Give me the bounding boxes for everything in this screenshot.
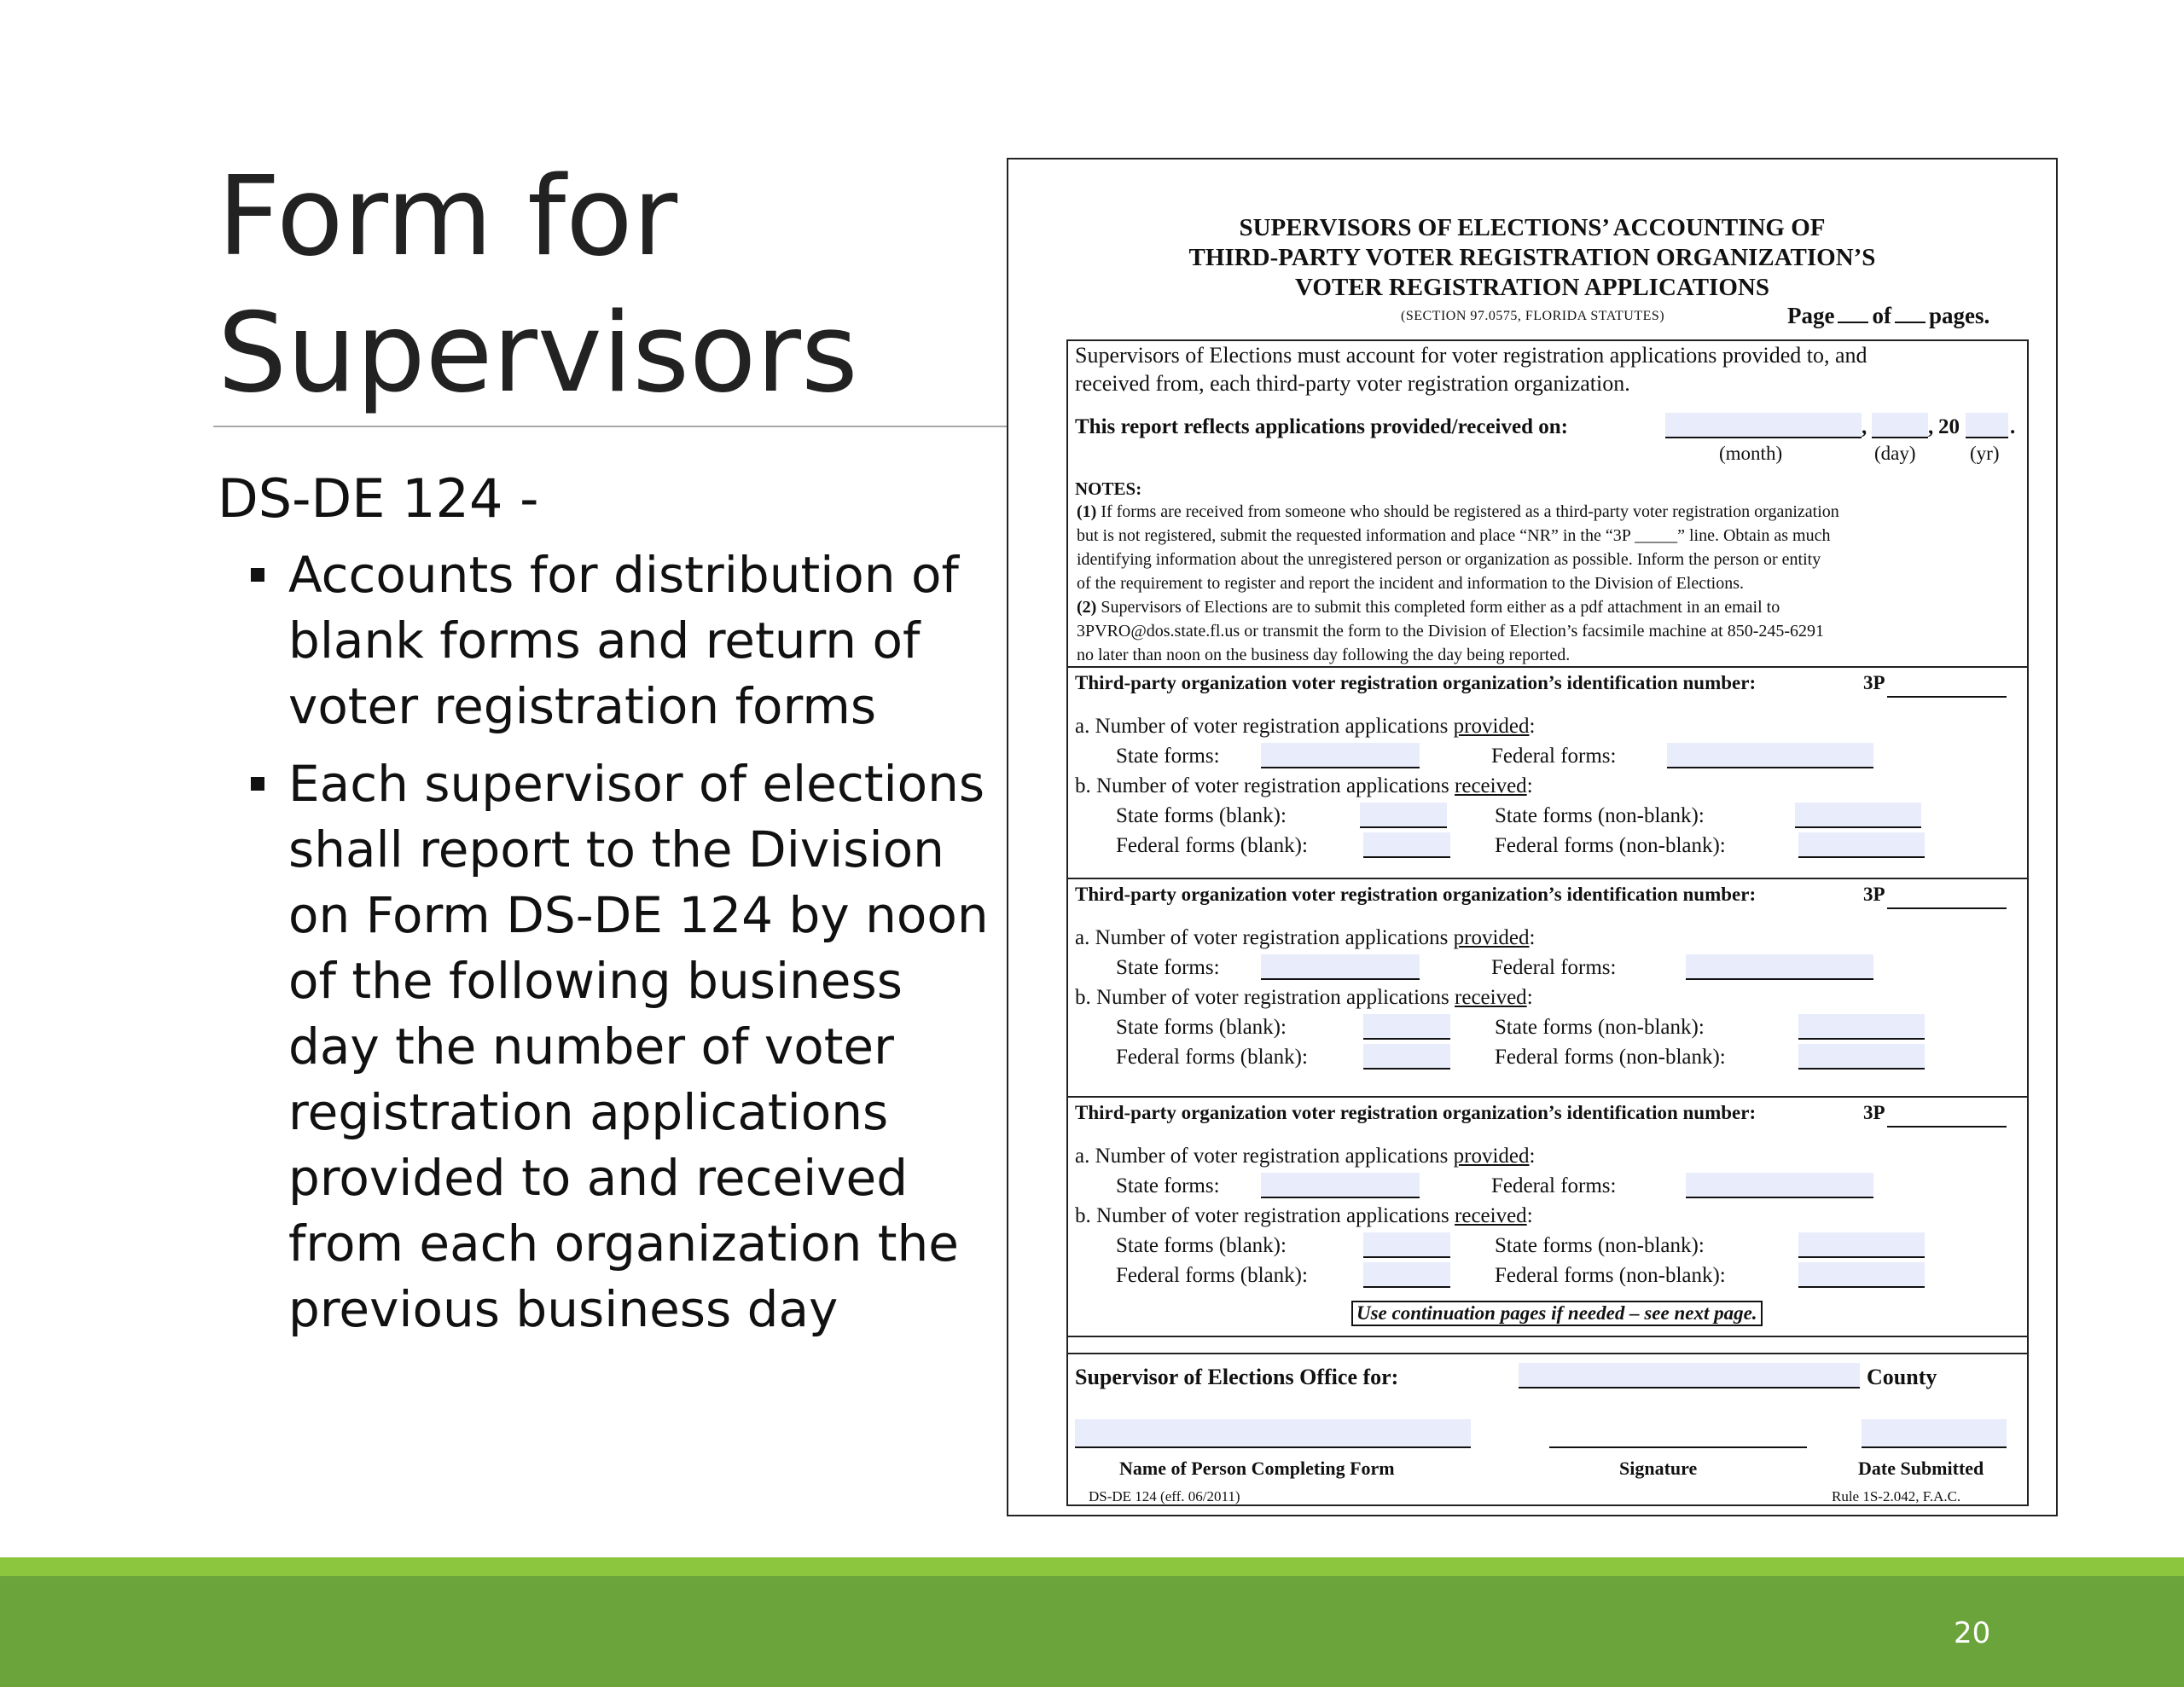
square-bullet-icon bbox=[251, 568, 264, 582]
federal-forms-label: Federal forms: bbox=[1491, 745, 1617, 768]
federal-blank-field[interactable] bbox=[1363, 1262, 1450, 1288]
org-section-3 bbox=[1066, 1096, 2029, 1354]
note-1-line-3: identifying information about the unregistered person or organization as possible. Inform the person or entity bbox=[1077, 550, 1821, 569]
bullet-item bbox=[247, 542, 990, 739]
title-divider bbox=[213, 426, 1007, 427]
bullet-text: Each supervisor of elections shall report to the Division on Form DS-DE 124 by noon of the following business day the number of voter registration applications provided to and received from each organization the previous business day bbox=[288, 755, 989, 1338]
org-id-prefix: 3P bbox=[1863, 1102, 1885, 1123]
note-2-line-3: no later than noon on the business day following the day being reported. bbox=[1077, 646, 1571, 664]
bullet-item bbox=[247, 751, 990, 1342]
received-line: b. Number of voter registration applications received: bbox=[1075, 774, 1533, 797]
state-blank-field[interactable] bbox=[1363, 1014, 1450, 1040]
form-heading-line-3: VOTER REGISTRATION APPLICATIONS bbox=[1295, 274, 1769, 301]
org-id-field[interactable] bbox=[1887, 1102, 2007, 1128]
federal-forms-field[interactable] bbox=[1667, 743, 1873, 768]
notes-label: NOTES: bbox=[1075, 478, 1142, 499]
name-label: Name of Person Completing Form bbox=[1119, 1458, 1395, 1479]
signature-field[interactable] bbox=[1549, 1419, 1807, 1448]
federal-nonblank-field[interactable] bbox=[1798, 1262, 1925, 1288]
note-2-line-1: (2) Supervisors of Elections are to submit this completed form either as a pdf attachment in an email to bbox=[1077, 598, 1780, 617]
date-submitted-label: Date Submitted bbox=[1858, 1458, 1984, 1479]
org-section-2 bbox=[1066, 878, 2029, 1098]
yr-label: (yr) bbox=[1970, 443, 2000, 464]
federal-nonblank-label: Federal forms (non-blank): bbox=[1495, 834, 1726, 857]
continuation-note: Use continuation pages if needed – see next page. bbox=[1351, 1301, 1763, 1326]
state-nonblank-label: State forms (non-blank): bbox=[1495, 1016, 1705, 1039]
state-blank-label: State forms (blank): bbox=[1116, 804, 1287, 827]
state-forms-field[interactable] bbox=[1261, 743, 1420, 768]
year-prefix: 20 bbox=[1938, 415, 1960, 438]
of-word: of bbox=[1872, 303, 1891, 328]
year-field[interactable] bbox=[1966, 413, 2008, 438]
federal-forms-field[interactable] bbox=[1686, 954, 1873, 980]
federal-blank-label: Federal forms (blank): bbox=[1116, 1046, 1308, 1069]
provided-line: a. Number of voter registration applications provided: bbox=[1075, 715, 1536, 738]
slide-title bbox=[218, 149, 985, 422]
page-word: Page bbox=[1787, 303, 1835, 328]
state-blank-field[interactable] bbox=[1363, 1232, 1450, 1258]
date-comma-2: , bbox=[1928, 415, 1934, 438]
subheading: DS-DE 124 - bbox=[218, 467, 539, 530]
county-label: County bbox=[1867, 1365, 1937, 1389]
provided-line: a. Number of voter registration applications provided: bbox=[1075, 1145, 1536, 1168]
report-label: This report reflects applications provided/received on: bbox=[1075, 415, 1568, 438]
provided-line: a. Number of voter registration applications provided: bbox=[1075, 926, 1536, 949]
note-1-line-2: but is not registered, submit the requested information and place “NR” in the “3P _____” line. Obtain as much bbox=[1077, 526, 1831, 545]
org-section-1 bbox=[1066, 666, 2029, 879]
date-period: . bbox=[2010, 415, 2016, 438]
state-forms-field[interactable] bbox=[1261, 1173, 1420, 1198]
state-blank-label: State forms (blank): bbox=[1116, 1234, 1287, 1257]
form-code: DS-DE 124 (eff. 06/2011) bbox=[1089, 1488, 1240, 1504]
form-intro-box bbox=[1066, 339, 2029, 668]
org-id-label: Third-party organization voter registration organization’s identification number: bbox=[1075, 1102, 1757, 1123]
federal-blank-label: Federal forms (blank): bbox=[1116, 834, 1308, 857]
state-forms-field[interactable] bbox=[1261, 954, 1420, 980]
state-nonblank-label: State forms (non-blank): bbox=[1495, 804, 1705, 827]
pages-word: pages. bbox=[1928, 303, 1990, 328]
office-field[interactable] bbox=[1519, 1363, 1860, 1388]
name-field[interactable] bbox=[1075, 1419, 1471, 1448]
state-forms-label: State forms: bbox=[1116, 745, 1220, 768]
form-statute: (SECTION 97.0575, FLORIDA STATUTES) bbox=[1401, 309, 1665, 323]
state-blank-field[interactable] bbox=[1360, 803, 1447, 828]
state-forms-label: State forms: bbox=[1116, 956, 1220, 979]
form-page-count bbox=[1787, 303, 1989, 329]
org-id-prefix: 3P bbox=[1863, 884, 1885, 905]
intro-line-2: received from, each third-party voter registration organization. bbox=[1075, 371, 1630, 396]
federal-nonblank-field[interactable] bbox=[1798, 832, 1925, 858]
square-bullet-icon bbox=[251, 777, 264, 791]
received-line: b. Number of voter registration applications received: bbox=[1075, 1204, 1533, 1227]
bullet-list bbox=[247, 542, 990, 1354]
federal-nonblank-field[interactable] bbox=[1798, 1044, 1925, 1070]
rule-code: Rule 1S-2.042, F.A.C. bbox=[1832, 1488, 1961, 1504]
form-image bbox=[1007, 158, 2058, 1516]
state-nonblank-label: State forms (non-blank): bbox=[1495, 1234, 1705, 1257]
note-1-line-4: of the requirement to register and report the incident and information to the Division of Elections. bbox=[1077, 574, 1745, 593]
day-label: (day) bbox=[1874, 443, 1916, 464]
footer-band bbox=[0, 1557, 2184, 1687]
org-id-prefix: 3P bbox=[1863, 672, 1885, 693]
federal-nonblank-label: Federal forms (non-blank): bbox=[1495, 1264, 1726, 1287]
slide-number: 20 bbox=[1954, 1616, 1991, 1650]
state-nonblank-field[interactable] bbox=[1795, 803, 1921, 828]
federal-forms-label: Federal forms: bbox=[1491, 956, 1617, 979]
received-line: b. Number of voter registration applications received: bbox=[1075, 986, 1533, 1009]
state-blank-label: State forms (blank): bbox=[1116, 1016, 1287, 1039]
intro-line-1: Supervisors of Elections must account for voter registration applications provided to, and bbox=[1075, 343, 1867, 368]
bullet-text: Accounts for distribution of blank forms and return of voter registration forms bbox=[288, 546, 959, 735]
state-nonblank-field[interactable] bbox=[1798, 1232, 1925, 1258]
federal-blank-field[interactable] bbox=[1363, 832, 1450, 858]
office-label: Supervisor of Elections Office for: bbox=[1075, 1365, 1399, 1389]
day-field[interactable] bbox=[1872, 413, 1928, 438]
state-forms-label: State forms: bbox=[1116, 1174, 1220, 1197]
state-nonblank-field[interactable] bbox=[1798, 1014, 1925, 1040]
note-2-line-2: 3PVRO@dos.state.fl.us or transmit the form to the Division of Election’s facsimile machine at 850-245-6291 bbox=[1077, 622, 1825, 641]
org-id-label: Third-party organization voter registration organization’s identification number: bbox=[1075, 672, 1757, 693]
form-heading-line-1: SUPERVISORS OF ELECTIONS’ ACCOUNTING OF bbox=[1239, 214, 1826, 241]
federal-blank-label: Federal forms (blank): bbox=[1116, 1264, 1308, 1287]
footer-band-accent bbox=[0, 1557, 2184, 1576]
note-1-line-1: (1) If forms are received from someone who should be registered as a third-party voter registration organization bbox=[1077, 502, 1839, 521]
slide-title-line-1: Form for bbox=[218, 154, 678, 281]
federal-forms-label: Federal forms: bbox=[1491, 1174, 1617, 1197]
signature-label: Signature bbox=[1619, 1458, 1698, 1479]
month-field[interactable] bbox=[1665, 413, 1862, 438]
signature-section bbox=[1066, 1336, 2029, 1506]
slide-title-line-2: Supervisors bbox=[218, 290, 858, 417]
federal-blank-field[interactable] bbox=[1363, 1044, 1450, 1070]
form-heading-line-2: THIRD-PARTY VOTER REGISTRATION ORGANIZATION’S bbox=[1188, 244, 1876, 271]
org-id-label: Third-party organization voter registration organization’s identification number: bbox=[1075, 884, 1757, 905]
federal-forms-field[interactable] bbox=[1686, 1173, 1873, 1198]
date-submitted-field[interactable] bbox=[1862, 1419, 2007, 1448]
org-id-field[interactable] bbox=[1887, 884, 2007, 909]
federal-nonblank-label: Federal forms (non-blank): bbox=[1495, 1046, 1726, 1069]
month-label: (month) bbox=[1719, 443, 1783, 464]
org-id-field[interactable] bbox=[1887, 672, 2007, 698]
date-comma: , bbox=[1862, 415, 1867, 438]
